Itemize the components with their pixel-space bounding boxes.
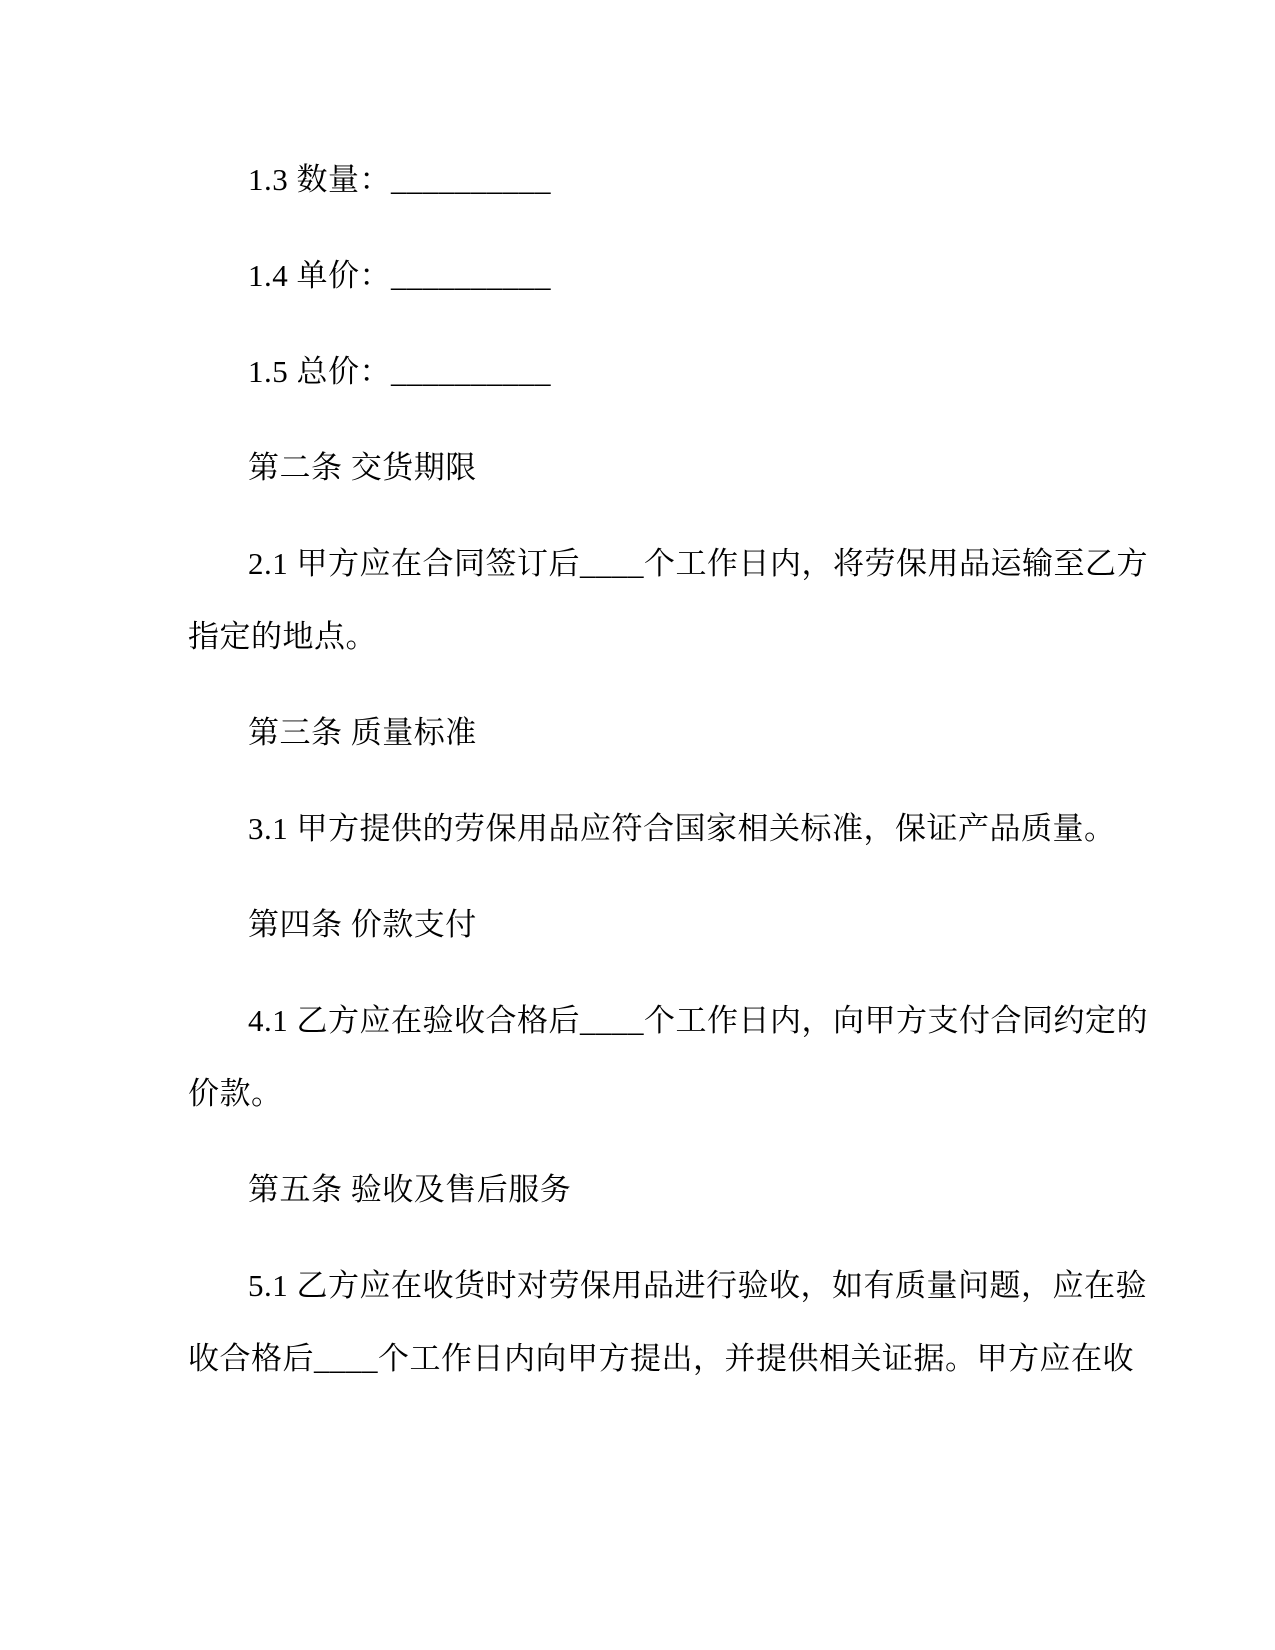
clause-5-1-line-2: 收合格后____个工作日内向甲方提出，并提供相关证据。甲方应在收: [188, 1341, 1134, 1376]
clause-heading-payment: 第四条 价款支付: [248, 907, 477, 942]
clause-4-1-line-1: 4.1 乙方应在验收合格后____个工作日内，向甲方支付合同约定的: [248, 1003, 1148, 1038]
contract-item-unit-price-blank: 1.4 单价：__________: [248, 258, 551, 293]
clause-5-1-line-1: 5.1 乙方应在收货时对劳保用品进行验收，如有质量问题，应在验: [248, 1268, 1147, 1303]
clause-2-1-line-2: 指定的地点。: [188, 619, 377, 654]
contract-item-quantity-blank: 1.3 数量：__________: [248, 162, 551, 197]
clause-heading-quality-standard: 第三条 质量标准: [248, 715, 477, 750]
clause-3-1: 3.1 甲方提供的劳保用品应符合国家相关标准，保证产品质量。: [248, 811, 1116, 846]
contract-item-total-price-blank: 1.5 总价：__________: [248, 354, 551, 389]
clause-4-1-line-2: 价款。: [188, 1076, 283, 1111]
clause-heading-delivery-term: 第二条 交货期限: [248, 450, 477, 485]
clause-heading-acceptance-after-sales: 第五条 验收及售后服务: [248, 1172, 572, 1207]
clause-2-1-line-1: 2.1 甲方应在合同签订后____个工作日内，将劳保用品运输至乙方: [248, 546, 1148, 581]
